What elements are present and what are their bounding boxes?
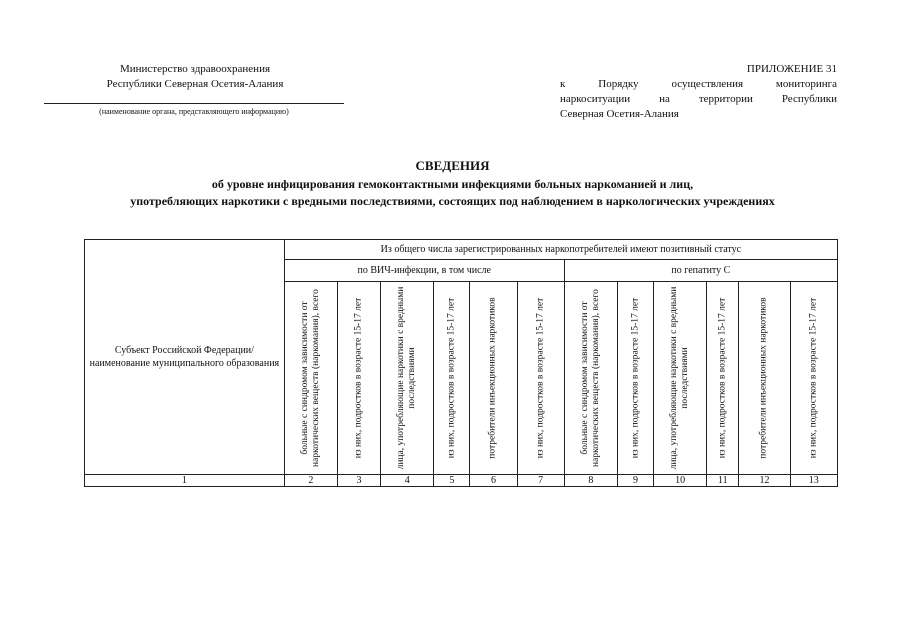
column-number-7: 7 [517,475,564,487]
column-number-5: 5 [434,475,470,487]
column-header-10-text: лица, употребляющие наркотики с вредными последствиями [669,286,691,470]
column-header-5 [434,282,470,475]
appendix-text [560,77,837,122]
column-header-11 [707,282,739,475]
appendix-line-2: наркоситуации на территории Республики [560,93,837,105]
column-number-4: 4 [381,475,434,487]
column-header-6 [470,282,517,475]
column-header-7 [517,282,564,475]
column-header-7-text: из них, подростков в возрасте 15-17 лет [535,297,546,459]
column-header-2 [284,282,337,475]
document-subtitle-line-2: употребляющих наркотики с вредными последствиями, состоящих под наблюдением в наркологических учреждениях [130,194,775,208]
column-header-12-text: потребители инъекционных наркотиков [758,297,769,459]
column-header-12 [739,282,790,475]
column-number-6: 6 [470,475,517,487]
column-number-2: 2 [284,475,337,487]
subject-header: Субъект Российской Федерации/ наименование муниципального образования [89,345,280,369]
column-header-2-text: больные с синдромом зависимости от наркотических веществ (наркомания), всего [299,289,321,467]
column-number-3: 3 [337,475,380,487]
column-number-12: 12 [739,475,790,487]
column-number-1: 1 [85,475,285,487]
document-title: СВЕДЕНИЯ [415,158,490,173]
column-header-3-text: из них, подростков в возрасте 15-17 лет [353,297,364,459]
report-table [84,239,838,487]
column-number-8: 8 [564,475,617,487]
column-header-3 [337,282,380,475]
column-header-10 [654,282,707,475]
column-header-13-text: из них, подростков в возрасте 15-17 лет [808,297,819,459]
positive-status-header: Из общего числа зарегистрированных наркопотребителей имеют позитивный статус [284,240,837,260]
column-number-9: 9 [617,475,653,487]
column-header-8 [564,282,617,475]
hiv-header: по ВИЧ-инфекции, в том числе [284,260,564,282]
column-header-8-text: больные с синдромом зависимости от наркотических веществ (наркомания), всего [579,289,601,467]
organization-underline [44,103,344,104]
column-header-4-text: лица, употребляющие наркотики с вредными последствиями [396,286,418,470]
column-header-9 [617,282,653,475]
organization-line-2: Республики Северная Осетия-Алания [106,78,284,90]
document-subtitle-line-1: об уровне инфицирования гемоконтактными инфекциями больных наркоманией и лиц, [211,177,694,191]
column-header-11-text: из них, подростков в возрасте 15-17 лет [717,297,728,459]
organization-caption: (наименование органа, представляющего информацию) [99,107,289,116]
column-numbers-row [85,475,838,487]
column-header-5-text: из них, подростков в возрасте 15-17 лет [446,297,457,459]
column-header-13 [790,282,837,475]
column-header-6-text: потребители инъекционных наркотиков [487,297,498,459]
appendix-line-3: Северная Осетия-Алания [560,108,679,120]
column-number-10: 10 [654,475,707,487]
column-header-9-text: из них, подростков в возрасте 15-17 лет [630,297,640,459]
appendix-line-1: к Порядку осуществления мониторинга [560,78,837,90]
column-number-11: 11 [707,475,739,487]
column-number-13: 13 [790,475,837,487]
appendix-title: ПРИЛОЖЕНИЕ 31 [746,63,837,75]
hepatitis-c-header: по гепатиту С [564,260,837,282]
column-header-4 [381,282,434,475]
organization-line-1: Министерство здравоохранения [119,63,271,75]
subject-header-cell [85,240,285,475]
organization-block [78,62,312,92]
